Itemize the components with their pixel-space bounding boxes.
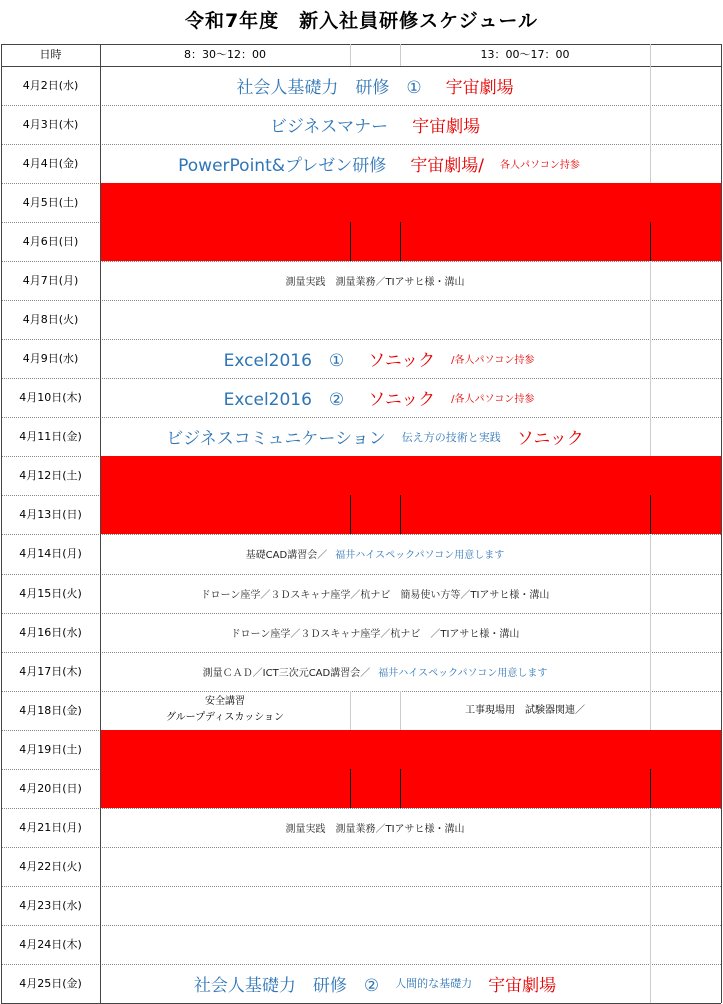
entry-text: ソニック (368, 351, 436, 372)
entry-text: 測量実践 測量業務／TIアサヒ様・溝山 (285, 823, 465, 835)
date-cell: 4月16日(水) (19, 625, 82, 639)
date-cell: 4月24日(木) (19, 937, 82, 951)
header-date: 日時 (39, 48, 62, 61)
col-divider (650, 378, 651, 417)
date-cell: 4月10日(木) (19, 391, 82, 405)
date-cell: 4月8日(火) (22, 313, 79, 327)
holiday-divider (400, 222, 401, 261)
col-divider (650, 417, 651, 456)
entry-text: Excel2016 ② (223, 390, 345, 411)
row-divider (1, 925, 721, 926)
row-divider (1, 300, 721, 301)
entry-text: /各人パソコン持参 (451, 355, 535, 367)
schedule-entry (100, 652, 650, 691)
date-cell: 4月20日(日) (19, 781, 82, 795)
schedule-entry (100, 144, 650, 183)
entry-text: 宇宙劇場 (445, 78, 514, 99)
col-divider (650, 574, 651, 613)
holiday-divider (650, 769, 651, 808)
entry-text: 宇宙劇場 (412, 117, 481, 138)
date-cell: 4月11日(金) (19, 430, 82, 444)
col-divider (650, 144, 651, 183)
table-border (1, 44, 2, 1003)
date-cell: 4月3日(木) (22, 118, 79, 132)
holiday-fill (100, 456, 721, 495)
col-divider (650, 964, 651, 1003)
col-divider (650, 339, 651, 378)
schedule-entry (100, 808, 650, 847)
col-divider (650, 886, 651, 925)
date-cell: 4月2日(水) (22, 79, 79, 92)
schedule-entry (100, 534, 650, 573)
entry-text: 伝え方の技術と実践 (401, 430, 501, 444)
col-divider (650, 808, 651, 847)
holiday-fill (100, 495, 721, 534)
date-cell: 4月12日(土) (19, 469, 82, 483)
table-border (721, 44, 722, 1003)
entry-text: 人間的な基礎力 (395, 977, 473, 991)
date-cell: 4月19日(土) (19, 742, 82, 756)
header-divider (400, 44, 401, 66)
holiday-fill (100, 183, 721, 222)
entry-text: ビジネスコミュニケーション (166, 429, 386, 450)
header-divider (650, 44, 651, 66)
entry-text: 測量ＣＡＤ／ICT三次元CAD講習会／ (202, 667, 371, 679)
page-title: 令和7年度 新入社員研修スケジュール (184, 10, 539, 32)
schedule-entry (100, 574, 650, 613)
col-divider (650, 66, 651, 105)
entry-text: 宇宙劇場 (488, 975, 557, 996)
date-cell: 4月21日(月) (19, 820, 82, 834)
col-divider (650, 847, 651, 886)
date-cell: 4月15日(火) (19, 586, 82, 600)
entry-text: ソニック (368, 390, 436, 411)
col-divider (650, 691, 651, 730)
header-pm: 13：00〜17：00 (480, 48, 570, 61)
row-divider (1, 847, 721, 848)
am-entry (100, 691, 350, 730)
date-cell: 4月22日(火) (19, 859, 82, 873)
schedule-entry (100, 105, 650, 144)
date-cell: 4月7日(月) (22, 274, 79, 288)
date-cell: 4月18日(金) (19, 703, 82, 717)
holiday-fill (100, 222, 721, 261)
col-divider (650, 613, 651, 652)
entry-text: ソニック (516, 429, 584, 450)
col-divider (650, 652, 651, 691)
date-cell: 4月13日(日) (19, 508, 82, 522)
entry-text: 社会人基礎力 研修 ② (193, 975, 380, 996)
holiday-divider (650, 495, 651, 534)
schedule-entry (100, 66, 650, 105)
entry-text: ビジネスマナー (269, 117, 389, 138)
schedule-entry (100, 261, 650, 300)
date-cell: 4月5日(土) (22, 196, 79, 210)
split-divider (350, 691, 351, 730)
date-cell: 4月6日(日) (22, 235, 79, 249)
date-cell: 4月9日(水) (22, 352, 79, 366)
entry-text: ドローン座学／３Ｄスキャナ座学／杭ナビ 簡易使い方等／TIアサヒ様・溝山 (200, 589, 550, 601)
col-divider (650, 261, 651, 300)
am-entry-line: 安全講習 (205, 696, 245, 708)
table-border (100, 44, 101, 1003)
holiday-divider (350, 222, 351, 261)
date-cell: 4月14日(月) (19, 547, 82, 561)
am-entry-line: グループディスカッション (165, 712, 285, 724)
holiday-fill (100, 730, 721, 769)
header-divider (350, 44, 351, 66)
date-cell: 4月4日(金) (22, 157, 79, 171)
date-cell: 4月17日(木) (19, 664, 82, 678)
schedule-entry (100, 613, 650, 652)
date-cell: 4月23日(水) (19, 898, 82, 912)
entry-text: 基礎CAD講習会／ (245, 550, 328, 562)
pm-entry: 工事現場用 試験器関連／ (465, 704, 585, 716)
holiday-divider (650, 222, 651, 261)
schedule-entry (100, 964, 650, 1003)
holiday-divider (400, 769, 401, 808)
col-divider (650, 300, 651, 339)
entry-text: 宇宙劇場/ (410, 156, 485, 177)
holiday-divider (350, 495, 351, 534)
col-divider (650, 925, 651, 964)
schedule-entry (100, 339, 650, 378)
entry-text: 福井ハイスペックパソコン用意します (335, 550, 505, 562)
entry-text: 各人パソコン持参 (500, 160, 580, 172)
entry-text: Excel2016 ① (223, 351, 345, 372)
entry-text: /各人パソコン持参 (451, 394, 535, 406)
entry-text: 福井ハイスペックパソコン用意します (378, 667, 548, 679)
entry-text: 社会人基礎力 研修 ① (236, 78, 422, 99)
entry-text: PowerPoint&プレゼン研修 (178, 156, 387, 177)
schedule-entry (100, 417, 650, 456)
row-divider (1, 886, 721, 887)
holiday-divider (400, 495, 401, 534)
entry-text: ドローン座学／３Ｄスキャナ座学／杭ナビ ／TIアサヒ様・溝山 (230, 628, 520, 640)
col-divider (650, 534, 651, 573)
holiday-divider (350, 769, 351, 808)
schedule-entry (100, 378, 650, 417)
header-am: 8：30〜12：00 (184, 48, 266, 61)
col-divider (650, 105, 651, 144)
date-cell: 4月25日(金) (19, 976, 82, 990)
holiday-fill (100, 769, 721, 808)
entry-text: 測量実践 測量業務／TIアサヒ様・溝山 (285, 277, 465, 289)
